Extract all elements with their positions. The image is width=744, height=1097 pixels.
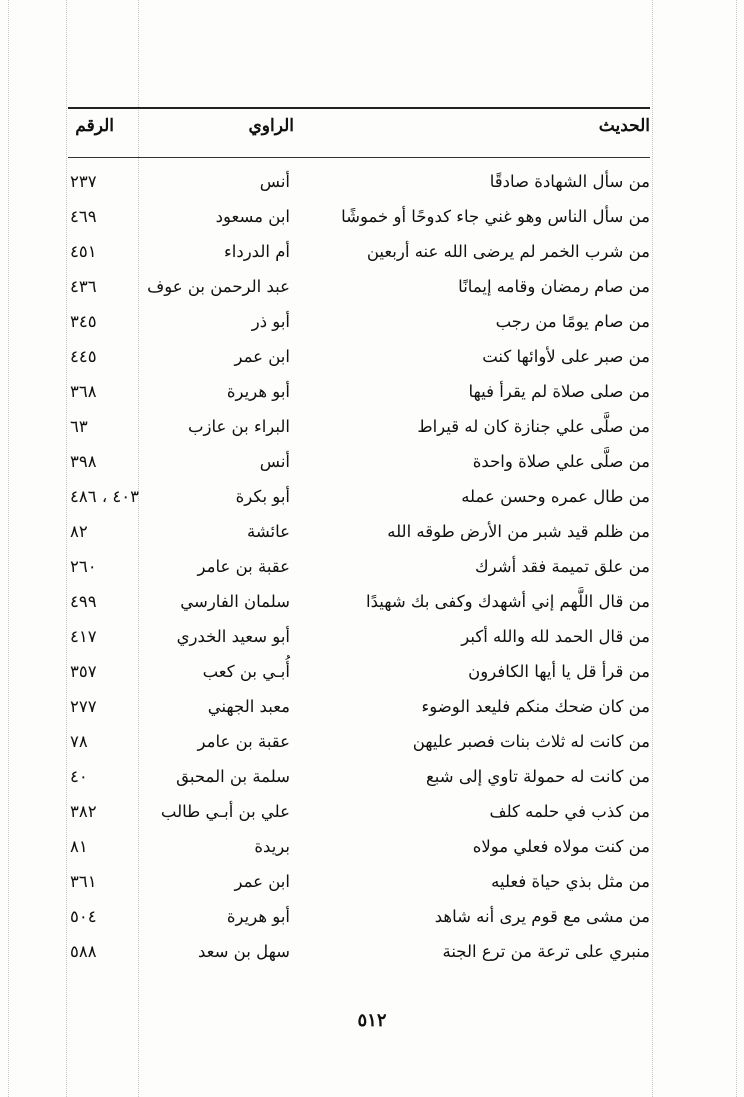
narrator-name: أبو هريرة [226, 382, 290, 401]
hadith-number: ٣٤٥ [70, 312, 97, 331]
narrator-name: أنس [259, 452, 290, 471]
narrator-name: ابن مسعود [215, 207, 290, 226]
column-header-number: الرقم [75, 116, 114, 136]
hadith-text: من كان ضحك منكم فليعد الوضوء [421, 697, 650, 716]
column-header-hadith: الحديث [598, 116, 650, 136]
narrator-name: أنس [259, 172, 290, 191]
hadith-number: ٨٢ [70, 522, 88, 541]
table-row [0, 448, 744, 483]
index-table-body [0, 168, 744, 973]
hadith-text: من صلَّى علي جنازة كان له قيراط [417, 417, 650, 436]
narrator-name: سلمة بن المحبق [176, 767, 290, 786]
hadith-text: من كانت له حمولة تاوي إلى شبع [425, 767, 650, 786]
hadith-text: من مشى مع قوم يرى أنه شاهد [434, 907, 650, 926]
narrator-name: أبو بكرة [235, 487, 290, 506]
table-row [0, 308, 744, 343]
hadith-number: ٤٦٩ [70, 207, 97, 226]
hadith-number: ٢٦٠ [70, 557, 97, 576]
hadith-text: من كانت له ثلاث بنات فصبر عليهن [412, 732, 650, 751]
hadith-text: من سأل الناس وهو غني جاء كدوحًا أو خموشًا [341, 207, 650, 226]
table-row [0, 413, 744, 448]
narrator-name: بريدة [254, 837, 290, 856]
hadith-text: من قرأ قل يا أيها الكافرون [468, 662, 650, 681]
hadith-text: من قال اللَّهم إني أشهدك وكفى بك شهيدًا [366, 592, 650, 611]
hadith-text: من طال عمره وحسن عمله [461, 487, 650, 506]
hadith-number: ٢٧٧ [70, 697, 97, 716]
table-row [0, 483, 744, 518]
narrator-name: أبو سعيد الخدري [176, 627, 290, 646]
table-row [0, 868, 744, 903]
hadith-number: ٤٣٦ [70, 277, 97, 296]
table-row [0, 273, 744, 308]
table-row [0, 833, 744, 868]
hadith-text: من صام رمضان وقامه إيمانًا [458, 277, 650, 296]
hadith-number: ٤٩٩ [70, 592, 97, 611]
hadith-text: من كنت مولاه فعلي مولاه [472, 837, 650, 856]
header-rule [68, 157, 650, 158]
top-rule [68, 107, 650, 109]
hadith-text: منبري على ترعة من ترع الجنة [442, 942, 650, 961]
table-row [0, 658, 744, 693]
narrator-name: عقبة بن عامر [197, 557, 290, 576]
hadith-number: ٣٦١ [70, 872, 97, 891]
narrator-name: البراء بن عازب [187, 417, 290, 436]
table-row [0, 938, 744, 973]
hadith-number: ٢٣٧ [70, 172, 97, 191]
table-row [0, 903, 744, 938]
hadith-text: من ظلم قيد شبر من الأرض طوقه الله [387, 522, 650, 541]
narrator-name: أم الدرداء [224, 242, 290, 261]
narrator-name: عبد الرحمن بن عوف [147, 277, 290, 296]
hadith-number: ٥٠٤ [70, 907, 97, 926]
hadith-text: من صام يومًا من رجب [495, 312, 650, 331]
narrator-name: ابن عمر [234, 347, 290, 366]
hadith-number: ٣٨٢ [70, 802, 97, 821]
hadith-number: ٣٦٨ [70, 382, 97, 401]
table-row [0, 203, 744, 238]
hadith-number: ٦٣ [70, 417, 88, 436]
hadith-text: من سأل الشهادة صادقًا [489, 172, 650, 191]
table-row [0, 763, 744, 798]
table-row [0, 518, 744, 553]
table-row [0, 798, 744, 833]
narrator-name: ابن عمر [234, 872, 290, 891]
table-row [0, 728, 744, 763]
table-row [0, 238, 744, 273]
hadith-number: ٥٨٨ [70, 942, 97, 961]
hadith-text: من صبر على لأوائها كنت [482, 347, 650, 366]
hadith-number: ٤٠ [70, 767, 88, 786]
hadith-number: ٤٤٥ [70, 347, 97, 366]
hadith-text: من علق تميمة فقد أشرك [475, 557, 650, 576]
narrator-name: معبد الجهني [207, 697, 290, 716]
table-row [0, 693, 744, 728]
page-number: ٥١٢ [357, 1010, 387, 1031]
narrator-name: أُبـي بن كعب [202, 662, 290, 681]
hadith-number: ٤٥١ [70, 242, 97, 261]
table-row [0, 343, 744, 378]
column-header-narrator: الراوي [248, 116, 294, 136]
table-row [0, 588, 744, 623]
table-row [0, 553, 744, 588]
hadith-text: من مثل بذي حياة فعليه [491, 872, 650, 891]
table-row [0, 378, 744, 413]
hadith-number: ٨١ [70, 837, 88, 856]
hadith-text: من صلى صلاة لم يقرأ فيها [468, 382, 650, 401]
hadith-text: من شرب الخمر لم يرضى الله عنه أربعين [366, 242, 650, 261]
hadith-text: من صلَّى علي صلاة واحدة [472, 452, 650, 471]
hadith-number: ٧٨ [70, 732, 88, 751]
hadith-text: من كذب في حلمه كلف [489, 802, 650, 821]
narrator-name: سهل بن سعد [197, 942, 290, 961]
hadith-number: ٤٠٣ ، ٤٨٦ [70, 487, 140, 506]
hadith-text: من قال الحمد لله والله أكبر [461, 627, 650, 646]
narrator-name: علي بن أبـي طالب [160, 802, 290, 821]
hadith-number: ٣٩٨ [70, 452, 97, 471]
narrator-name: عقبة بن عامر [197, 732, 290, 751]
table-row [0, 168, 744, 203]
narrator-name: عائشة [246, 522, 290, 541]
hadith-number: ٣٥٧ [70, 662, 97, 681]
narrator-name: أبو هريرة [226, 907, 290, 926]
narrator-name: أبو ذر [251, 312, 290, 331]
table-row [0, 623, 744, 658]
narrator-name: سلمان الفارسي [180, 592, 290, 611]
hadith-number: ٤١٧ [70, 627, 97, 646]
